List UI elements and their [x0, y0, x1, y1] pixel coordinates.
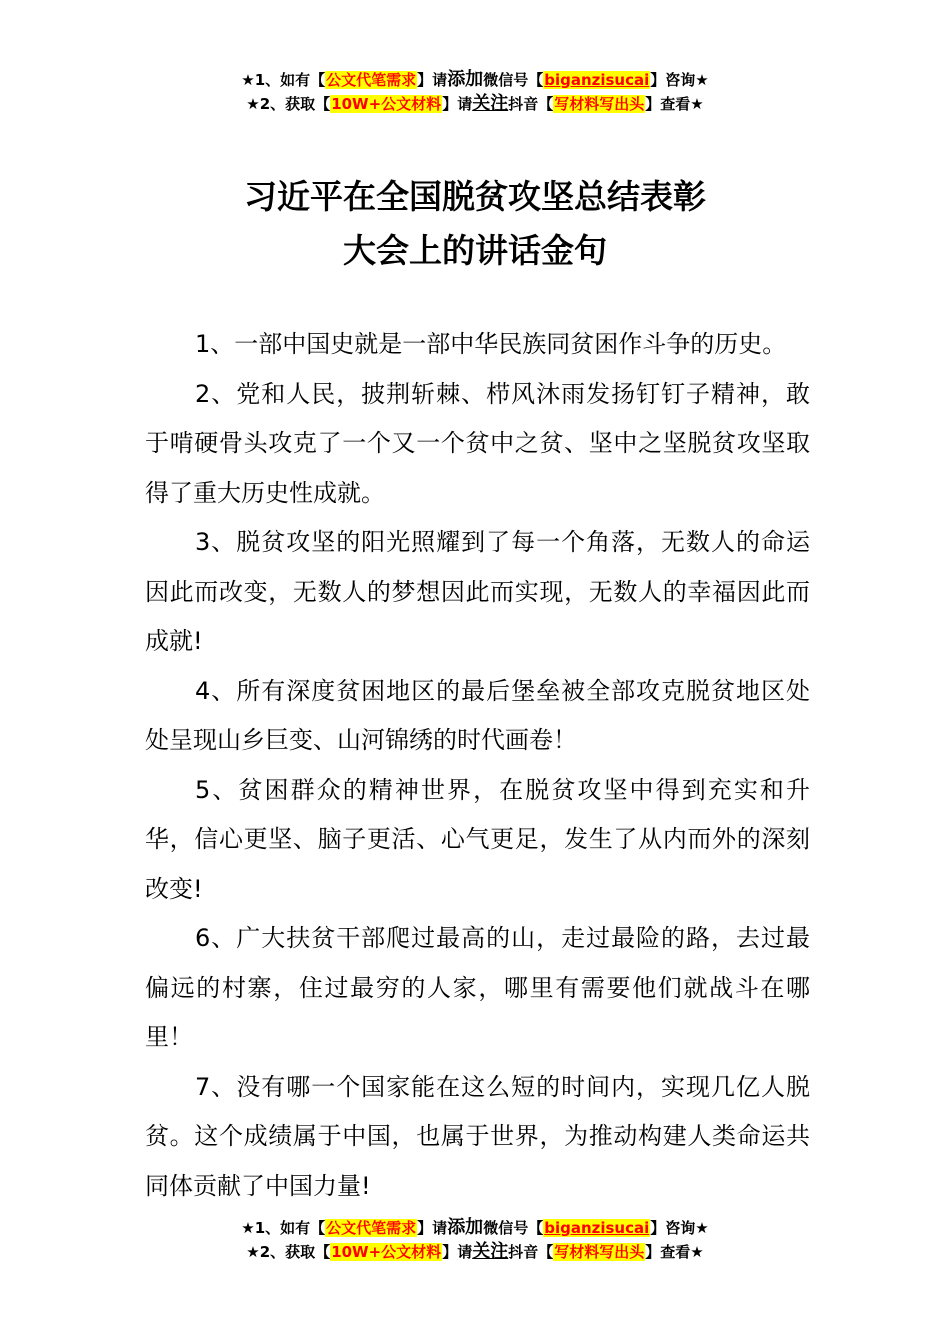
quote-paragraph: 4、所有深度贫困地区的最后堡垒被全部攻克脱贫地区处处呈现山乡巨变、山河锦绣的时代画卷！: [145, 676, 810, 754]
banner-text: ★2、获取【: [246, 95, 331, 113]
banner-text: 】查看★: [645, 95, 704, 113]
banner-text: 微信号【: [483, 71, 544, 89]
quote-paragraph: 3、脱贫攻坚的阳光照耀到了每一个角落，无数人的命运因此而改变，无数人的梦想因此而实现，无数人的幸福因此而成就!: [145, 528, 810, 655]
title-line-1: 习近平在全国脱贫攻坚总结表彰: [244, 177, 706, 216]
banner-text: ★1、如有【: [241, 1219, 326, 1237]
banner-emphasis: 关注: [472, 1241, 509, 1262]
header-banner: [0, 68, 950, 116]
banner-text: ★1、如有【: [241, 71, 326, 89]
highlight-service: 公文代笔需求: [326, 1219, 417, 1237]
highlight-service: 公文代笔需求: [326, 71, 417, 89]
quote-paragraph: 2、党和人民，披荆斩棘、栉风沐雨发扬钉钉子精神，敢于啃硬骨头攻克了一个又一个贫中之贫、坚中之坚脱贫攻坚取得了重大历史性成就。: [145, 379, 810, 507]
quote-paragraph: 7、没有哪一个国家能在这么短的时间内，实现几亿人脱贫。这个成绩属于中国，也属于世界，为推动构建人类命运共同体贡献了中国力量!: [145, 1072, 810, 1200]
banner-text: 】咨询★: [650, 71, 709, 89]
banner-line-1: [0, 68, 950, 92]
highlight-douyin: 写材料写出头: [554, 95, 645, 113]
banner-text: 抖音【: [508, 1243, 554, 1261]
banner-text: 抖音【: [508, 95, 554, 113]
highlight-wechat-id: biganzisucai: [544, 1219, 650, 1237]
banner-line-2: [0, 1240, 950, 1264]
highlight-douyin: 写材料写出头: [554, 1243, 645, 1261]
banner-emphasis: 添加: [447, 69, 484, 90]
quote-paragraph: 6、广大扶贫干部爬过最高的山，走过最险的路，去过最偏远的村寨，住过最穷的人家，哪里有需要他们就战斗在哪里！: [145, 924, 810, 1051]
banner-line-2: [0, 92, 950, 116]
highlight-wechat-id: biganzisucai: [544, 71, 650, 89]
title-line-2: 大会上的讲话金句: [343, 231, 607, 270]
banner-line-1: [0, 1216, 950, 1240]
banner-text: ★2、获取【: [246, 1243, 331, 1261]
banner-text: 】请: [417, 71, 448, 89]
banner-text: 】请: [417, 1219, 448, 1237]
banner-text: 微信号【: [483, 1219, 544, 1237]
banner-text: 】请: [442, 1243, 473, 1261]
banner-text: 】查看★: [645, 1243, 704, 1261]
highlight-materials: 10W+公文材料: [331, 95, 442, 113]
banner-emphasis: 关注: [472, 93, 509, 114]
quote-paragraph: 1、一部中国史就是一部中华民族同贫困作斗争的历史。: [195, 330, 787, 358]
quote-paragraph: 5、贫困群众的精神世界，在脱贫攻坚中得到充实和升华，信心更坚、脑子更活、心气更足，发生了从内而外的深刻改变!: [145, 775, 810, 903]
banner-text: 】请: [442, 95, 473, 113]
footer-banner: [0, 1216, 950, 1264]
banner-text: 】咨询★: [650, 1219, 709, 1237]
banner-emphasis: 添加: [447, 1217, 484, 1238]
document-title: [0, 170, 950, 278]
highlight-materials: 10W+公文材料: [331, 1243, 442, 1261]
document-body: [145, 320, 810, 1211]
